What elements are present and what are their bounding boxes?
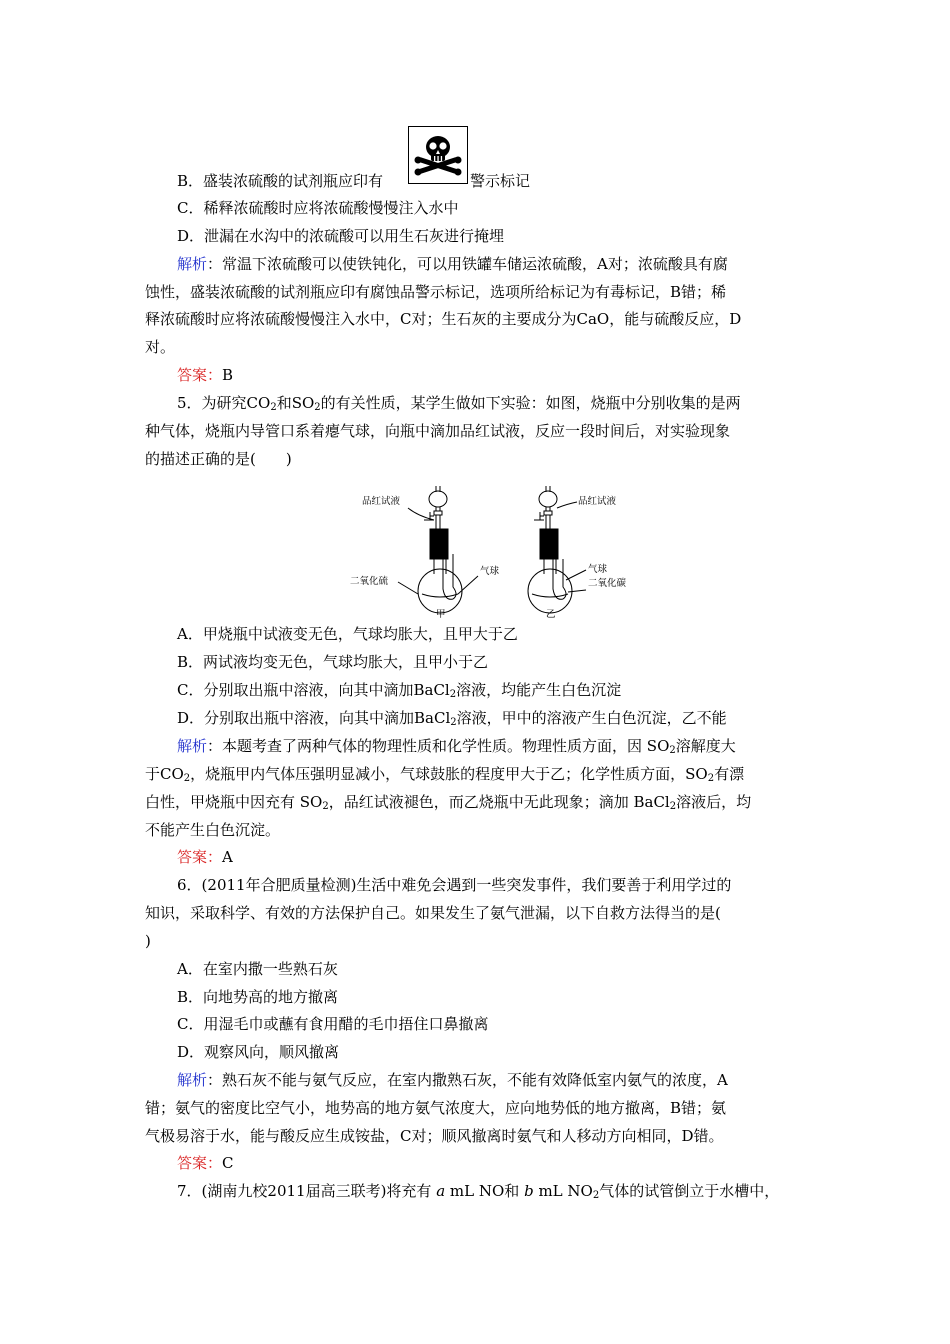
q7-stem-line-1: 7．(湖南九校2011届高三联考)将充有 a mL NO和 b mL $NO_2$气体的试管倒立于水槽中， <box>177 1182 780 1201</box>
q6-analysis-line-1: 解析：熟石灰不能与氨气反应，在室内撒熟石灰，不能有效降低室内氨气的浓度，A <box>177 1071 728 1089</box>
analysis-label: 解析 <box>177 255 208 273</box>
analysis-label: 解析 <box>177 1071 208 1089</box>
q4-option-b: B．盛装浓硫酸的试剂瓶应印有 <box>177 172 384 190</box>
q4-option-c: C．稀释浓硫酸时应将浓硫酸慢慢注入水中 <box>177 199 459 217</box>
right-caption: 乙 <box>546 609 556 618</box>
skull-crossbones-icon <box>408 126 468 184</box>
q6-stem-line-2: 知识，采取科学、有效的方法保护自己。如果发生了氨气泄漏，以下自救方法得当的是( <box>145 904 721 922</box>
q4-analysis-line-2: 蚀性，盛装浓硫酸的试剂瓶应印有腐蚀品警示标记，选项所给标记为有毒标记，B错；稀 <box>145 283 727 301</box>
answer-label: 答案： <box>177 1154 223 1172</box>
right-balloon-label: 气球 <box>588 564 608 575</box>
q5-option-d: D．分别取出瓶中溶液，向其中滴加BaCl$_2$溶液，甲中的溶液产生白色沉淀，乙不能 <box>177 709 727 728</box>
q6-answer: 答案：C <box>177 1154 234 1172</box>
q5-analysis-line-1: 解析：本题考查了两种气体的物理性质和化学性质。物理性质方面，因 $SO_2$溶解度大 <box>177 737 736 756</box>
left-flask-apparatus <box>418 486 462 613</box>
q6-stem-line-1: 6．(2011年合肥质量检测)生活中难免会遇到一些突发事件，我们要善于利用学过的 <box>177 876 732 894</box>
q5-option-a: A．甲烧瓶中试液变无色，气球均胀大，且甲大于乙 <box>177 625 518 643</box>
q6-option-d: D．观察风向，顺风撤离 <box>177 1043 340 1061</box>
q4-option-b-tail: 警示标记 <box>470 172 531 190</box>
q5-option-b: B．两试液均变无色，气球均胀大，且甲小于乙 <box>177 653 489 671</box>
q4-analysis-line-4: 对。 <box>145 338 176 356</box>
q5-stem-line-2: 种气体，烧瓶内导管口系着瘪气球，向瓶中滴加品红试液，反应一段时间后，对实验现象 <box>145 422 731 440</box>
answer-label: 答案： <box>177 366 223 384</box>
q4-option-d: D．泄漏在水沟中的浓硫酸可以用生石灰进行掩埋 <box>177 227 505 245</box>
q4-analysis-line-3: 释浓硫酸时应将浓硫酸慢慢注入水中，C对；生石灰的主要成分为CaO，能与硫酸反应，D <box>145 310 742 328</box>
right-gas-label: 二氧化碳 <box>588 578 627 589</box>
q5-stem-line-3: 的描述正确的是( ) <box>145 450 292 468</box>
left-balloon-label: 气球 <box>480 566 500 577</box>
q5-answer: 答案：A <box>177 848 233 866</box>
right-reagent-label: 品红试液 <box>578 496 617 507</box>
q5-analysis-line-4: 不能产生白色沉淀。 <box>145 821 281 839</box>
flask-apparatus-figure <box>350 476 640 618</box>
q6-option-b: B．向地势高的地方撤离 <box>177 988 339 1006</box>
q6-option-c: C．用湿毛巾或蘸有食用醋的毛巾捂住口鼻撤离 <box>177 1015 489 1033</box>
left-caption: 甲 <box>436 609 446 618</box>
left-reagent-label: 品红试液 <box>362 496 401 507</box>
q5-analysis-line-2: 于$CO_2$，烧瓶甲内气体压强明显减小，气球鼓胀的程度甲大于乙；化学性质方面，$SO_2$有漂 <box>145 765 745 784</box>
q5-stem-line-1: 5．为研究$CO_2$和$SO_2$的有关性质，某学生做如下实验：如图，烧瓶中分别收集的是两 <box>177 394 741 413</box>
q5-analysis-line-3: 白性，甲烧瓶中因充有 $SO_2$，品红试液褪色，而乙烧瓶中无此现象；滴加 BaCl$_2$溶液后，均 <box>145 793 752 812</box>
q6-analysis-line-2: 错；氨气的密度比空气小，地势高的地方氨气浓度大，应向地势低的地方撤离，B错；氨 <box>145 1099 727 1117</box>
analysis-label: 解析 <box>177 737 208 755</box>
q6-option-a: A．在室内撒一些熟石灰 <box>177 960 338 978</box>
left-gas-label: 二氧化硫 <box>350 576 389 587</box>
q4-analysis-line-1: 解析：常温下浓硫酸可以使铁钝化，可以用铁罐车储运浓硫酸，A对；浓硫酸具有腐 <box>177 255 728 273</box>
q6-analysis-line-3: 气极易溶于水，能与酸反应生成铵盐，C对；顺风撤离时氨气和人移动方向相同，D错。 <box>145 1127 724 1145</box>
q5-option-c: C．分别取出瓶中溶液，向其中滴加BaCl$_2$溶液，均能产生白色沉淀 <box>177 681 622 700</box>
q6-stem-line-3: ) <box>145 932 151 950</box>
answer-label: 答案： <box>177 848 223 866</box>
q4-answer: 答案：B <box>177 366 234 384</box>
